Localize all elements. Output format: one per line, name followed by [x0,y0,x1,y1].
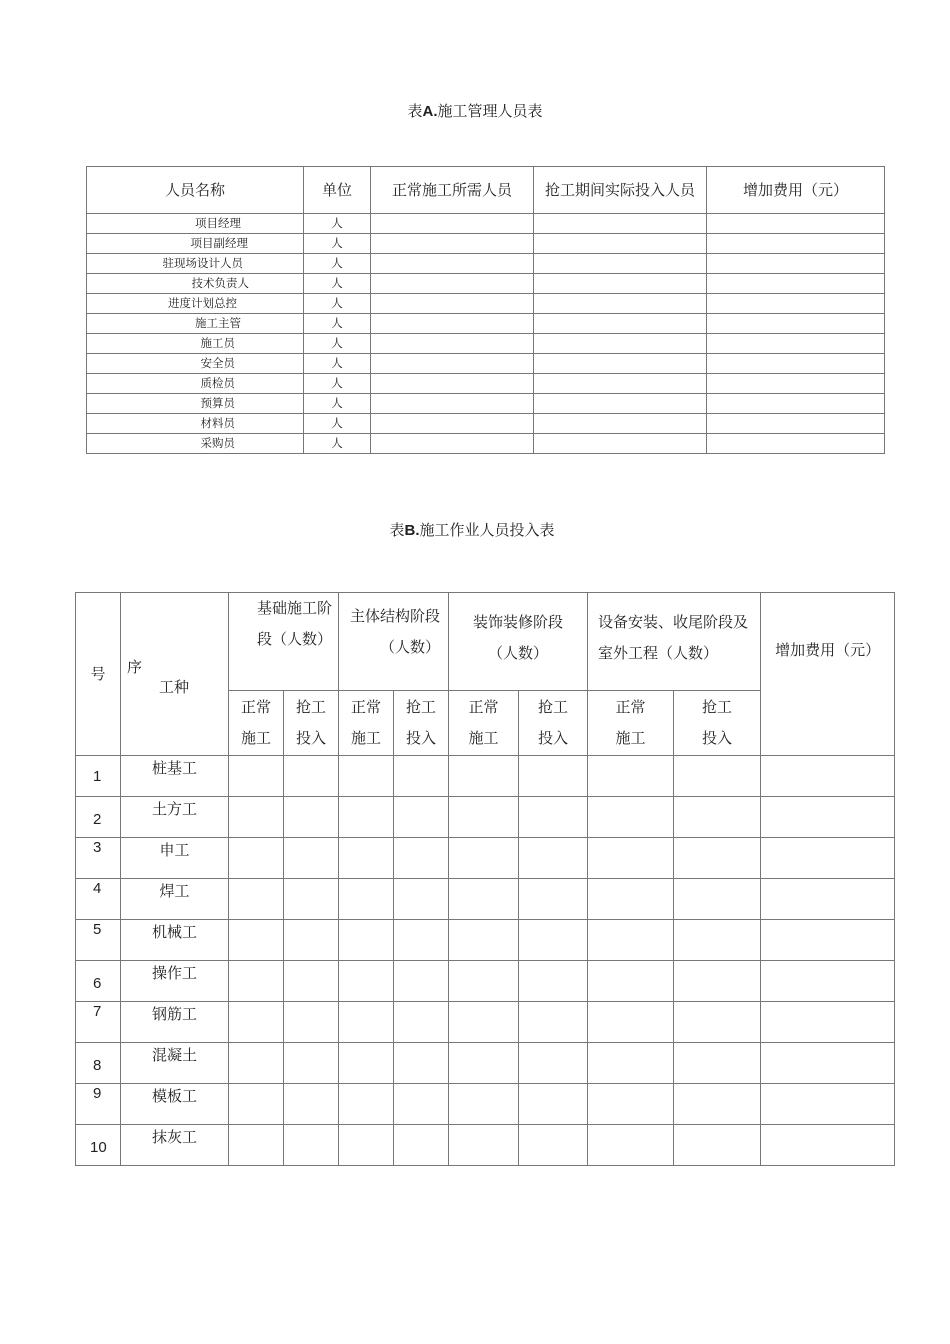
unit: 人 [304,294,371,314]
unit: 人 [304,354,371,374]
header-no: 号 [76,593,121,756]
data-cell[interactable] [449,1002,519,1043]
table-row [87,314,885,334]
rush-cell[interactable] [534,254,707,274]
data-cell[interactable] [339,920,394,961]
trade-name: 焊工 [121,879,229,920]
data-cell[interactable] [339,756,394,797]
person-name: 材料员 [87,414,304,434]
trade-name: 混凝土 [121,1043,229,1084]
header-normal: 正常施工 [229,691,284,756]
table-row [76,920,895,961]
header-unit: 单位 [304,167,371,214]
data-cell[interactable] [519,1002,588,1043]
data-cell[interactable] [588,961,674,1002]
unit: 人 [304,254,371,274]
data-cell[interactable] [588,920,674,961]
data-cell[interactable] [284,920,339,961]
data-cell[interactable] [674,756,761,797]
rush-cell[interactable] [534,354,707,374]
data-cell[interactable] [284,838,339,879]
data-cell[interactable] [588,756,674,797]
trade-name: 桩基工 [121,756,229,797]
normal-cell[interactable] [371,314,534,334]
data-cell[interactable] [339,1002,394,1043]
unit: 人 [304,414,371,434]
person-name: 质检员 [87,374,304,394]
table-row [87,414,885,434]
data-cell[interactable] [229,961,284,1002]
table-b-title [0,519,947,540]
person-name: 驻现场设计人员 [87,254,304,274]
data-cell[interactable] [519,920,588,961]
table-a-title-text: 施工管理人员表 [437,102,543,120]
row-number: 7 [76,1002,121,1043]
table-a-header-row [87,167,885,214]
data-cell[interactable] [339,961,394,1002]
header-rush: 抢工投入 [284,691,339,756]
data-cell[interactable] [761,797,895,838]
cost-cell[interactable] [707,414,885,434]
data-cell[interactable] [674,838,761,879]
data-cell[interactable] [674,961,761,1002]
table-row [87,374,885,394]
table-row [87,394,885,414]
table-row [76,1084,895,1125]
data-cell[interactable] [284,756,339,797]
table-b-title-letter: B. [404,522,420,539]
rush-cell[interactable] [534,234,707,254]
rush-cell[interactable] [534,374,707,394]
cost-cell[interactable] [707,214,885,234]
row-number: 3 [76,838,121,879]
header-seq: 序 [127,658,143,676]
table-row [87,214,885,234]
data-cell[interactable] [449,879,519,920]
data-cell[interactable] [394,920,449,961]
table-row [76,756,895,797]
header-normal: 正常施工 [588,691,674,756]
normal-cell[interactable] [371,294,534,314]
normal-cell[interactable] [371,274,534,294]
data-cell[interactable] [284,1125,339,1166]
row-number: 4 [76,879,121,920]
data-cell[interactable] [449,1084,519,1125]
table-b-title-text: 施工作业人员投入表 [419,521,555,539]
data-cell[interactable] [761,1043,895,1084]
header-rush: 抢工投入 [519,691,588,756]
header-person-name: 人员名称 [87,167,304,214]
cost-cell[interactable] [707,314,885,334]
data-cell[interactable] [449,961,519,1002]
table-row [76,1002,895,1043]
person-name: 项目副经理 [87,234,304,254]
data-cell[interactable] [519,838,588,879]
rush-cell[interactable] [534,294,707,314]
worker-input-table [75,592,895,1166]
trade-name: 机械工 [121,920,229,961]
data-cell[interactable] [284,797,339,838]
row-number: 1 [76,756,121,797]
data-cell[interactable] [229,879,284,920]
person-name: 进度计划总控 [87,294,304,314]
person-name: 安全员 [87,354,304,374]
table-a-title [0,100,950,121]
cost-cell[interactable] [707,354,885,374]
data-cell[interactable] [588,879,674,920]
data-cell[interactable] [761,920,895,961]
rush-cell[interactable] [534,394,707,414]
data-cell[interactable] [339,1084,394,1125]
normal-cell[interactable] [371,354,534,374]
normal-cell[interactable] [371,414,534,434]
data-cell[interactable] [284,961,339,1002]
data-cell[interactable] [674,920,761,961]
data-cell[interactable] [588,1002,674,1043]
table-row [87,294,885,314]
header-stage-installation: 设备安装、收尾阶段及室外工程（人数） [588,593,761,691]
header-normal: 正常施工 [449,691,519,756]
rush-cell[interactable] [534,274,707,294]
data-cell[interactable] [588,1084,674,1125]
data-cell[interactable] [229,797,284,838]
data-cell[interactable] [394,1084,449,1125]
data-cell[interactable] [588,1125,674,1166]
header-normal: 正常施工 [339,691,394,756]
trade-name: 钢筋工 [121,1002,229,1043]
cost-cell[interactable] [707,294,885,314]
table-row [76,1125,895,1166]
data-cell[interactable] [284,879,339,920]
table-row [87,434,885,454]
data-cell[interactable] [588,838,674,879]
data-cell[interactable] [674,797,761,838]
header-normal-staff: 正常施工所需人员 [371,167,534,214]
header-stage-structure: 主体结构阶段（人数） [339,593,449,691]
person-name: 预算员 [87,394,304,414]
table-row [76,879,895,920]
rush-cell[interactable] [534,314,707,334]
data-cell[interactable] [761,961,895,1002]
data-cell[interactable] [449,1125,519,1166]
data-cell[interactable] [449,756,519,797]
table-row [76,797,895,838]
data-cell[interactable] [339,797,394,838]
data-cell[interactable] [284,1084,339,1125]
person-name: 技术负责人 [87,274,304,294]
data-cell[interactable] [339,1125,394,1166]
cost-cell[interactable] [707,254,885,274]
data-cell[interactable] [229,838,284,879]
data-cell[interactable] [229,1084,284,1125]
data-cell[interactable] [674,1043,761,1084]
unit: 人 [304,234,371,254]
header-extra-cost: 增加费用（元） [707,167,885,214]
normal-cell[interactable] [371,394,534,414]
table-row [87,334,885,354]
cost-cell[interactable] [707,274,885,294]
table-a-title-prefix: 表 [407,102,423,120]
rush-cell[interactable] [534,414,707,434]
management-staff-table [86,166,885,454]
table-row [87,354,885,374]
data-cell[interactable] [519,756,588,797]
table-row [87,234,885,254]
data-cell[interactable] [761,1125,895,1166]
header-rush: 抢工投入 [394,691,449,756]
rush-cell[interactable] [534,434,707,454]
cost-cell[interactable] [707,434,885,454]
table-row [76,961,895,1002]
unit: 人 [304,394,371,414]
table-a-title-letter: A. [422,103,438,120]
data-cell[interactable] [339,838,394,879]
header-stage-foundation: 基础施工阶段（人数） [229,593,339,691]
data-cell[interactable] [229,1002,284,1043]
header-rush: 抢工投入 [674,691,761,756]
unit: 人 [304,214,371,234]
person-name: 施工主管 [87,314,304,334]
person-name: 施工员 [87,334,304,354]
data-cell[interactable] [394,879,449,920]
trade-name: 申工 [121,838,229,879]
row-number: 2 [76,797,121,838]
data-cell[interactable] [229,1125,284,1166]
trade-name: 土方工 [121,797,229,838]
cost-cell[interactable] [707,234,885,254]
data-cell[interactable] [394,797,449,838]
data-cell[interactable] [394,838,449,879]
person-name: 采购员 [87,434,304,454]
cost-cell[interactable] [707,394,885,414]
data-cell[interactable] [229,1043,284,1084]
cost-cell[interactable] [707,374,885,394]
header-extra-cost: 增加费用（元） [761,593,895,756]
data-cell[interactable] [339,1043,394,1084]
data-cell[interactable] [394,756,449,797]
unit: 人 [304,314,371,334]
data-cell[interactable] [449,797,519,838]
normal-cell[interactable] [371,234,534,254]
data-cell[interactable] [284,1043,339,1084]
data-cell[interactable] [761,1002,895,1043]
data-cell[interactable] [674,879,761,920]
normal-cell[interactable] [371,334,534,354]
data-cell[interactable] [394,1002,449,1043]
data-cell[interactable] [229,756,284,797]
data-cell[interactable] [339,879,394,920]
unit: 人 [304,434,371,454]
data-cell[interactable] [519,879,588,920]
unit: 人 [304,274,371,294]
normal-cell[interactable] [371,214,534,234]
table-row [87,254,885,274]
data-cell[interactable] [449,838,519,879]
rush-cell[interactable] [534,214,707,234]
data-cell[interactable] [284,1002,339,1043]
unit: 人 [304,374,371,394]
trade-name: 模板工 [121,1084,229,1125]
table-b-title-prefix: 表 [389,521,405,539]
normal-cell[interactable] [371,254,534,274]
data-cell[interactable] [761,1084,895,1125]
data-cell[interactable] [588,797,674,838]
trade-name: 操作工 [121,961,229,1002]
data-cell[interactable] [674,1125,761,1166]
data-cell[interactable] [761,879,895,920]
table-row [87,274,885,294]
data-cell[interactable] [449,920,519,961]
header-seq-trade [121,593,229,756]
data-cell[interactable] [761,756,895,797]
data-cell[interactable] [394,1125,449,1166]
normal-cell[interactable] [371,434,534,454]
unit: 人 [304,334,371,354]
data-cell[interactable] [519,1125,588,1166]
data-cell[interactable] [394,1043,449,1084]
data-cell[interactable] [588,1043,674,1084]
data-cell[interactable] [519,1084,588,1125]
row-number: 6 [76,961,121,1002]
header-trade: 工种 [159,678,190,696]
person-name: 项目经理 [87,214,304,234]
row-number: 10 [76,1125,121,1166]
trade-name: 抹灰工 [121,1125,229,1166]
row-number: 8 [76,1043,121,1084]
row-number: 9 [76,1084,121,1125]
normal-cell[interactable] [371,374,534,394]
header-rush-staff: 抢工期间实际投入人员 [534,167,707,214]
table-row [76,1043,895,1084]
data-cell[interactable] [394,961,449,1002]
data-cell[interactable] [674,1084,761,1125]
data-cell[interactable] [229,920,284,961]
data-cell[interactable] [519,961,588,1002]
header-stage-decoration: 装饰装修阶段（人数） [449,593,588,691]
table-row [76,838,895,879]
table-b-header-row-1 [76,593,895,691]
data-cell[interactable] [674,1002,761,1043]
row-number: 5 [76,920,121,961]
data-cell[interactable] [519,797,588,838]
cost-cell[interactable] [707,334,885,354]
data-cell[interactable] [449,1043,519,1084]
data-cell[interactable] [761,838,895,879]
data-cell[interactable] [519,1043,588,1084]
rush-cell[interactable] [534,334,707,354]
